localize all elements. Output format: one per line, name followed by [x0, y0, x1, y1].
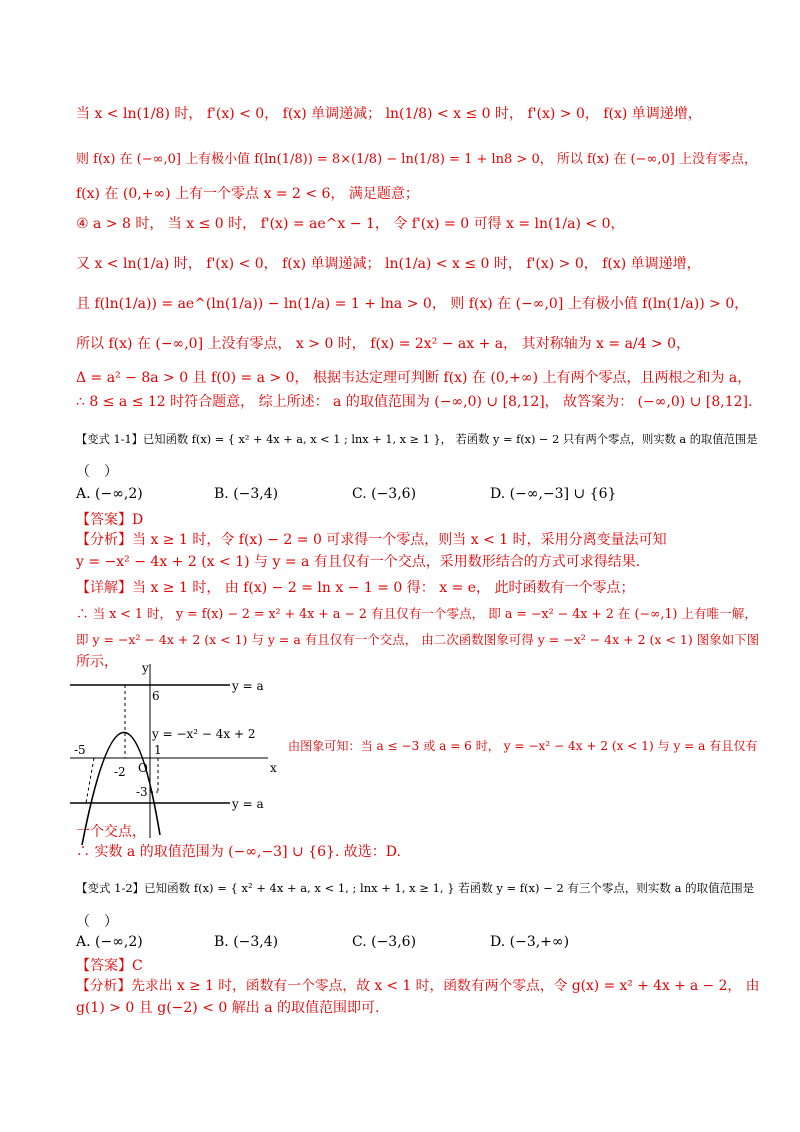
parabola-curve — [82, 732, 160, 845]
text-line: y = −x² − 4x + 2 (x < 1) 与 y = a 有且仅有一个交点，采用数形结合的方式可求得结果. — [76, 554, 641, 570]
text-line: （ ） — [76, 464, 118, 480]
q2-option-a[interactable]: A. (−∞,2) — [76, 934, 143, 950]
label-neg5: -5 — [74, 743, 86, 757]
label-y-eq-a-bottom: y = a — [232, 797, 264, 811]
text-line: 由图象可知：当 a ≤ −3 或 a = 6 时， y = −x² − 4x + 2 (x < 1) 与 y = a 有且仅有 — [288, 739, 758, 753]
q2-option-c[interactable]: C. (−3,6) — [352, 934, 417, 950]
text-line: 所示， — [76, 654, 118, 670]
text-line: 则 f(x) 在 (−∞,0] 上有极小值 f(ln(1/8)) = 8×(1/8) − ln(1/8) = 1 + ln8 > 0， 所以 f(x) 在 (−∞,0] 上没有零点， — [76, 152, 757, 167]
text-line: 【分析】当 x ≥ 1 时，令 f(x) − 2 = 0 可求得一个零点，则当 x < 1 时，采用分离变量法可知 — [76, 532, 667, 548]
text-line: 当 x < ln(1/8) 时， f'(x) < 0， f(x) 单调递减； ln(1/8) < x ≤ 0 时， f'(x) > 0， f(x) 单调递增， — [76, 106, 702, 122]
text-line: ∴ 8 ≤ a ≤ 12 时符合题意， 综上所述： a 的取值范围为 (−∞,0) ∪ [8,12]， 故答案为： (−∞,0) ∪ [8,12]. — [76, 394, 753, 410]
label-axis-x: x — [270, 761, 277, 775]
label-6: 6 — [152, 689, 160, 703]
text-line: f(x) 在 (0,+∞) 上有一个零点 x = 2 < 6， 满足题意； — [76, 186, 419, 202]
label-neg2: -2 — [114, 765, 126, 779]
text-line: 【答案】C — [76, 958, 143, 974]
text-line: ∴ 实数 a 的取值范围为 (−∞,−3] ∪ {6}. 故选：D. — [76, 844, 401, 860]
text-line: 【分析】先求出 x ≥ 1 时，函数有一个零点，故 x < 1 时，函数有两个零点，令 g(x) = x² + 4x + a − 2， 由 — [76, 978, 760, 994]
text-line: 又 x < ln(1/a) 时， f'(x) < 0， f(x) 单调递减； ln(1/a) < x ≤ 0 时， f'(x) > 0， f(x) 单调递增， — [76, 256, 701, 272]
text-line: ∴ 当 x < 1 时， y = f(x) − 2 = x² + 4x + a − 2 有且仅有一个零点， 即 a = −x² − 4x + 2 在 (−∞,1) 上有唯一解， — [76, 606, 757, 621]
label-origin: O — [138, 761, 148, 775]
q1-option-a[interactable]: A. (−∞,2) — [76, 486, 143, 502]
label-1: 1 — [154, 743, 162, 757]
q1-option-c[interactable]: C. (−3,6) — [352, 486, 417, 502]
q2-option-d[interactable]: D. (−3,+∞) — [490, 934, 570, 950]
text-line: 所以 f(x) 在 (−∞,0] 上没有零点， x > 0 时， f(x) = 2x² − ax + a， 其对称轴为 x = a/4 > 0， — [76, 336, 691, 352]
text-line: 【详解】当 x ≥ 1 时， 由 f(x) − 2 = ln x − 1 = 0 得： x = e， 此时函数有一个零点； — [76, 580, 635, 596]
text-line: 【变式 1-2】已知函数 f(x) = { x² + 4x + a, x < 1, ; lnx + 1, x ≥ 1, } 若函数 y = f(x) − 2 有三个零点，则实数 a 的取值范围是 — [76, 881, 755, 895]
q1-option-b[interactable]: B. (−3,4) — [214, 486, 279, 502]
text-line: 一个交点， — [76, 824, 146, 840]
label-y-eq-a-top: y = a — [232, 679, 264, 693]
q1-option-d[interactable]: D. (−∞,−3] ∪ {6} — [490, 486, 617, 502]
label-neg3: -3 — [136, 785, 148, 799]
q2-option-b[interactable]: B. (−3,4) — [214, 934, 279, 950]
text-line: g(1) > 0 且 g(−2) < 0 解出 a 的取值范围即可. — [76, 1000, 380, 1016]
text-line: （ ） — [76, 914, 118, 930]
text-line: 【变式 1-1】已知函数 f(x) = { x² + 4x + a, x < 1 ; lnx + 1, x ≥ 1 }， 若函数 y = f(x) − 2 只有两个零点，则实数 a 的取值范围是 — [76, 433, 758, 446]
text-line: ④ a > 8 时， 当 x ≤ 0 时， f'(x) = ae^x − 1， 令 f'(x) = 0 可得 x = ln(1/a) < 0， — [76, 216, 625, 232]
label-axis-y: y — [142, 661, 149, 675]
label-curve: y = −x² − 4x + 2 — [152, 727, 256, 741]
question1-options — [0, 484, 800, 504]
parabola-graph — [70, 660, 280, 845]
text-line: 即 y = −x² − 4x + 2 (x < 1) 与 y = a 有且仅有一个交点， 由二次函数图象可得 y = −x² − 4x + 2 (x < 1) 图象如下图 — [76, 632, 760, 647]
question2-options — [0, 932, 800, 952]
text-line: 【答案】D — [76, 512, 144, 528]
text-line: 且 f(ln(1/a)) = ae^(ln(1/a)) − ln(1/a) = 1 + lna > 0， 则 f(x) 在 (−∞,0] 上有极小值 f(ln(1/a)) > 0， — [76, 296, 749, 312]
text-line: Δ = a² − 8a > 0 且 f(0) = a > 0， 根据韦达定理可判断 f(x) 在 (0,+∞) 上有两个零点，且两根之和为 a， — [76, 370, 752, 386]
